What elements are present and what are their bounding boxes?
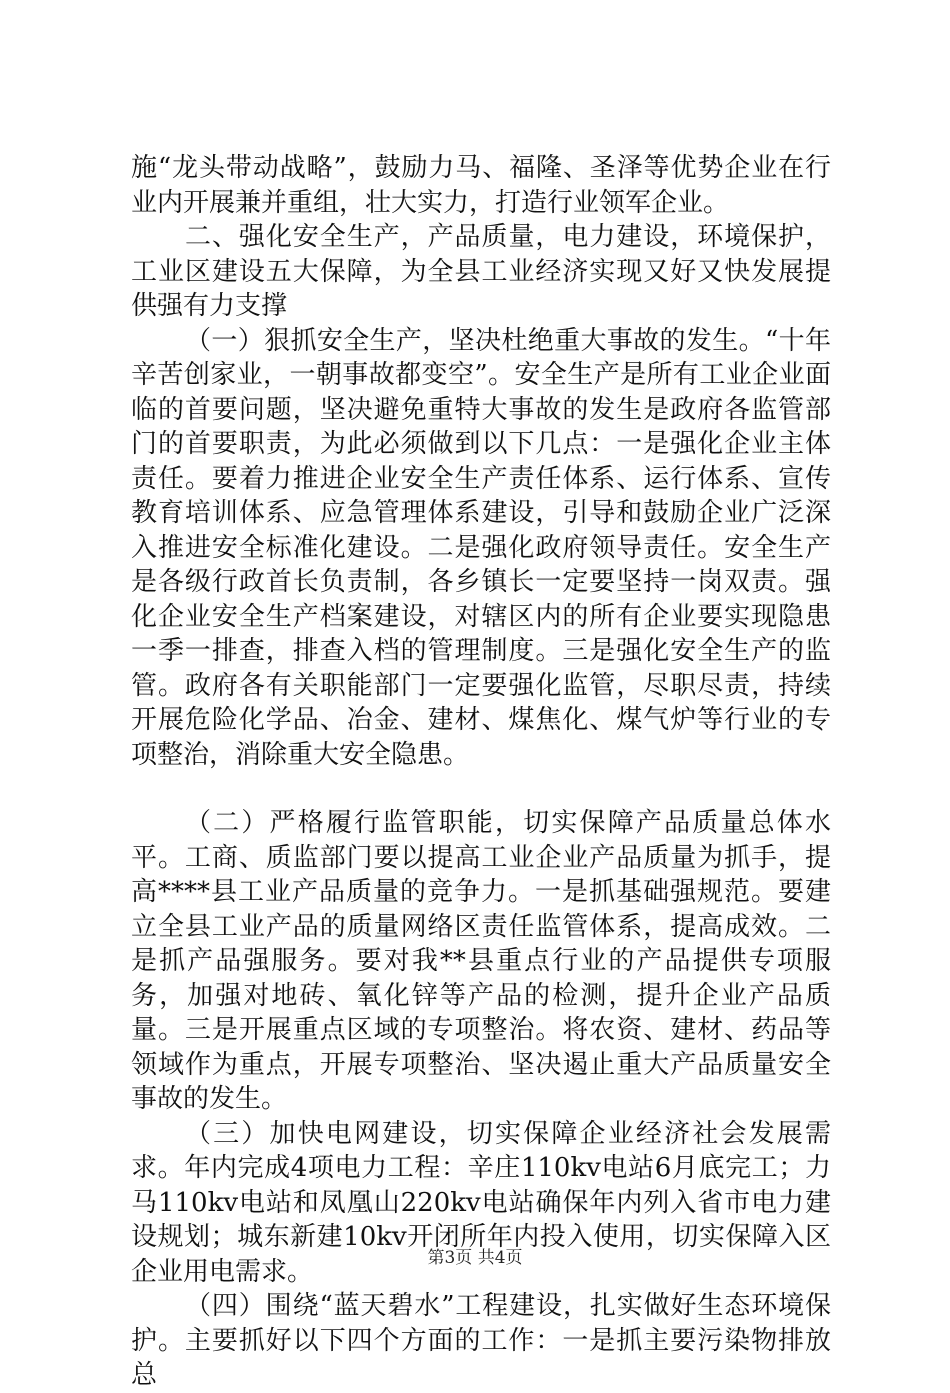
paragraph-safety-production: （一）狠抓安全生产，坚决杜绝重大事故的发生。“十年辛苦创家业，一朝事故都变空”。安全生产是所有工业企业面临的首要问题，坚决避免重特大事故的发生是政府各监管部门的首要职责，为此必须做到以下几点：一是强化企业主体责任。要着力推进企业安全生产责任体系、运行体系、宣传教育培训体系、应急管理体系建设，引导和鼓励企业广泛深入推进安全标准化建设。二是强化政府领导责任。安全生产是各级行政首长负责制，各乡镇长一定要坚持一岗双责。强化企业安全生产档案建设，对辖区内的所有企业要实现隐患一季一排查，排查入档的管理制度。三是强化安全生产的监管。政府各有关职能部门一定要强化监管，尽职尽责，持续开展危险化学品、冶金、建材、煤焦化、煤气炉等行业的专项整治，消除重大安全隐患。 <box>131 325 831 770</box>
page-footer: 第3页 共4页 <box>427 1248 523 1268</box>
paragraph-power-grid: （三）加快电网建设，切实保障企业经济社会发展需求。年内完成4项电力工程：辛庄110kv电站6月底完工；力马110kv电站和凤凰山220kv电站确保年内列入省市电力建设规划；城东新建10kv开闭所年内投入使用，切实保障入区企业用电需求。 <box>131 1118 831 1287</box>
section-heading-two: 二、强化安全生产，产品质量，电力建设，环境保护，工业区建设五大保障，为全县工业经济实现又好又快发展提供强有力支撑 <box>131 222 831 321</box>
paragraph-continuation: 施“龙头带动战略”，鼓励力马、福隆、圣泽等优势企业在行业内开展兼并重组，壮大实力，打造行业领军企业。 <box>131 153 831 218</box>
paragraph-spacer <box>131 772 831 806</box>
document-body <box>131 151 831 1393</box>
paragraph-product-quality: （二）严格履行监管职能，切实保障产品质量总体水平。工商、质监部门要以提高工业企业产品质量为抓手，提高****县工业产品质量的竞争力。一是抓基础强规范。要建立全县工业产品的质量网络区责任监管体系，提高成效。二是抓产品强服务。要对我**县重点行业的产品提供专项服务，加强对地砖、氧化锌等产品的检测，提升企业产品质量。三是开展重点区域的专项整治。将农资、建材、药品等领域作为重点，开展专项整治、坚决遏止重大产品质量安全事故的发生。 <box>131 808 831 1114</box>
paragraph-environment: （四）围绕“蓝天碧水”工程建设，扎实做好生态环境保护。主要抓好以下四个方面的工作：一是抓主要污染物排放总 <box>131 1291 831 1390</box>
